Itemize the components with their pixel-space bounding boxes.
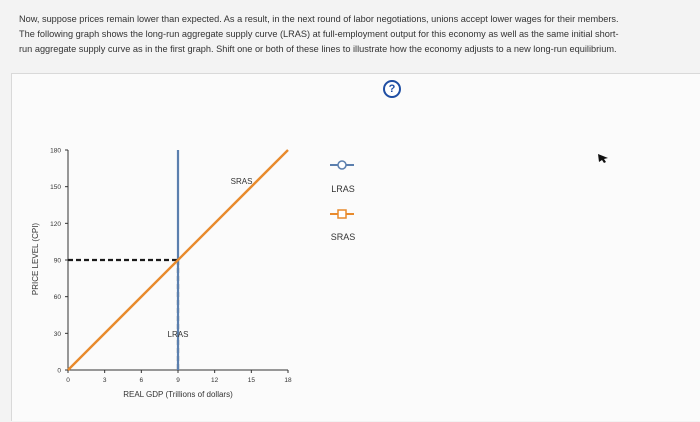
y-tick-label: 120 bbox=[50, 220, 61, 228]
graph-panel bbox=[11, 73, 700, 421]
y-axis-ticks bbox=[50, 148, 68, 375]
x-axis-ticks bbox=[66, 370, 292, 384]
y-tick-label: 30 bbox=[53, 330, 61, 338]
instructions-line-2: The following graph shows the long-run aggregate supply curve (LRAS) at full-employment output for this economy as well as the same initial short- bbox=[19, 29, 619, 39]
legend-item-lras[interactable] bbox=[330, 161, 355, 194]
x-tick-label: 6 bbox=[139, 377, 144, 384]
x-tick-label: 0 bbox=[66, 377, 70, 384]
x-tick-label: 12 bbox=[211, 377, 219, 384]
legend-sras-square-icon bbox=[338, 210, 346, 218]
x-tick-label: 18 bbox=[284, 377, 292, 384]
arrow-cursor-icon bbox=[598, 154, 608, 163]
help-icon[interactable]: ? bbox=[383, 80, 401, 98]
y-tick-label: 180 bbox=[50, 147, 61, 155]
y-axis-label: PRICE LEVEL (CPI) bbox=[31, 222, 40, 296]
legend-lras-label: LRAS bbox=[331, 184, 355, 194]
legend-item-sras[interactable] bbox=[330, 210, 355, 242]
instructions-line-1: Now, suppose prices remain lower than expected. As a result, in the next round of labor negotiations, unions accept lower wages for their members. bbox=[19, 14, 619, 24]
lras-curve-label: LRAS bbox=[167, 330, 189, 339]
x-tick-label: 3 bbox=[102, 377, 107, 384]
y-tick-label: 60 bbox=[53, 294, 61, 302]
x-tick-label: 9 bbox=[176, 377, 180, 384]
graph-area bbox=[12, 74, 700, 422]
sras-curve-label: SRAS bbox=[230, 177, 253, 187]
instructions-line-3: run aggregate supply curve as in the first graph. Shift one or both of these lines to illustrate how the economy adjusts to a new long-run equilibrium. bbox=[19, 44, 617, 54]
legend-lras-circle-icon bbox=[338, 161, 346, 169]
x-tick-label: 15 bbox=[247, 377, 255, 384]
instructions bbox=[19, 12, 684, 57]
y-tick-label: 150 bbox=[50, 184, 61, 192]
x-axis-label: REAL GDP (Trillions of dollars) bbox=[123, 390, 233, 399]
plot-lines bbox=[68, 150, 288, 370]
y-tick-label: 90 bbox=[53, 257, 61, 265]
aggregate-supply-chart bbox=[31, 148, 292, 400]
y-tick-label: 0 bbox=[57, 367, 61, 375]
legend bbox=[330, 161, 355, 242]
legend-sras-label: SRAS bbox=[330, 232, 356, 242]
